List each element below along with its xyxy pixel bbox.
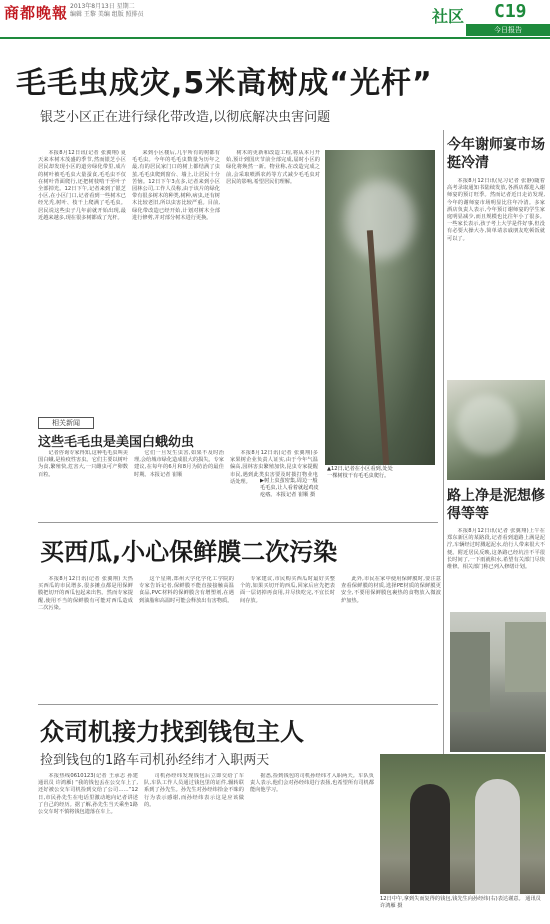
article3-col2: 司机孙经纬发现钱包后立即交给了车队,车队工作人员通过钱包里的证件,辗转联系到了孙先生。孙先生对孙经纬拾金不昧的行为表示感谢,而孙经纬表示这是应该做的。 [144, 773, 244, 808]
article1-col1: 本报8月12日讯(记者 张翼翔) 夏天来本树木茂盛的季节,然而银芝小区居民却发现小区的道旁绿化带里,成片的树叶被毛毛虫大量蚕食,毛毛虫不仅在树叶背面爬行,还把树枝啃干至叶子全部掉光。12日下午,记者来到了银芝小区,在小区门口,记者看到一些树木已经光秃,树叶、枝干上爬满了毛毛虫。居民说这些虫子几年前就开始出现,最近越来越多,现在很多树都成了光杆。 [38, 150, 126, 221]
muddy-road-photo [450, 612, 546, 752]
side-article2-headline: 路上净是泥想修得等等 [447, 488, 545, 522]
article2-col3: 专家建议,市民购买西瓜时最好买整个的,如果买切开的西瓜,回家后应先把表面一层切掉再食用,并尽快吃完,不宜长时间存放。 [240, 576, 335, 604]
article2-col1: 本报8月12日讯(记者 张翼翔) 天热买西瓜的市民增多,很多摊点都是用保鲜膜把切开的西瓜包起来出售。然而专家提醒,使用不当的保鲜膜有可能对西瓜造成二次污染。 [38, 576, 133, 611]
section-label: 今日报告 [466, 24, 550, 36]
article2-col2: 这个星期,郑州大学化学化工学院的专家告诉记者,保鲜膜不能直接接触高温食品,PVC材料的保鲜膜含有增塑剂,在遇到油脂和高温时可能会释放出有害物质。 [139, 576, 234, 604]
photo-caption-2: ▶树上虫茧密集,周边一般毛毛虫,让人看着就起鸡皮疙瘩。本报记者 崔顺 摄 [260, 478, 319, 498]
page-number: C19 [494, 1, 527, 22]
side-photo-tree [447, 380, 545, 480]
related-col3: 本报8月12日讯(记者 张翼翔)多家果树企业负责人证实,由于今年气温偏高,园林害虫繁殖加快,昆虫专家提醒市民,遇到此类虫害要及时拨打物业电话处理。 [230, 450, 318, 485]
caterpillar-tree-photo [325, 150, 435, 465]
article1-col2: 来到小区楼后,几乎所有的树都有毛毛虫。今年的毛毛虫数量为历年之最,有的居民家门口的树上都结满了虫茧,毛毛虫爬到窗台、墙上,让居民十分苦恼。12日下午3点多,记者来到小区园林公司,工作人员称,由于该片的绿化带有很多树木的种类,树种,病虫,还有树木比较老旧,所以虫害比较严重。目前,绿化带改造已经开始,计划对树木全部进行修剪,并对部分树木进行更换。 [132, 150, 220, 221]
side-article1-body: 本报8月12日讯(见习记者 张静)随着高考录取通知书陆续发放,各酒店都进入谢师宴的预订旺季。然而记者近日走访发现,今年的谢师宴市场明显比往年冷清。多家酒店负责人表示,今年预订谢师宴的学生家庭明显减少,而且规模也比往年小了很多。一些家长表示,孩子考上大学是件好事,但没有必要大操大办,简单请亲戚朋友吃顿饭就可以了。 [447, 178, 545, 242]
masthead-info [70, 3, 220, 19]
top-rule [0, 37, 550, 39]
section-rule-1 [38, 522, 438, 523]
related-col1: 记者咨询专家得知,这种毛毛虫叫美国白蛾,是检疫性害虫。它们主要以树叶为食,繁殖快,危害大,一只雌虫可产卵数百粒。 [38, 450, 128, 478]
photo-caption-1: ▲12日,记者在小区看到,处处一棵树枝干有毛毛虫爬行。 [327, 466, 393, 479]
article3-photo-caption: 12日中午,拿到失而复得的钱包,钱先生向孙经纬(右)表达谢意。 通讯员 许鸿雁 摄 [380, 896, 541, 909]
section-name: 社区 [432, 7, 465, 26]
newspaper-logo: 商都晚報 [4, 4, 69, 22]
article3-col1: 本报热线0610123(记者 王承志 孙建 通讯员 许鸿雁) “我的钱包丢在公交车上了,还好被公交车司机捡到交给了公司……”12日,市民孙先生在电话里激动地向记者讲述了自己的经历。据了解,孙先生当天乘坐1路公交车时不慎将钱包遗落在车上。 [38, 773, 138, 816]
article3-subhead: 捡到钱包的1路车司机孙经纬才入职两天 [40, 753, 270, 768]
editor-line: 编辑 王黎 美编 组版 照排员 [70, 11, 144, 18]
article2-col4: 此外,市民在家中使用保鲜膜时,要注意查看保鲜膜的材质,选择PE材质的保鲜膜更安全,不要用保鲜膜包裹热的食物放入微波炉加热。 [341, 576, 441, 604]
article1-headline: 毛毛虫成灾,5米高树成“光杆” [16, 66, 433, 101]
side-article2-body: 本报8月12日讯(记者 张翼翔)上午在郑东新区的某路段,记者看到道路上满是泥泞,车辆经过时溅起泥水,给行人带来很大不便。附近居民反映,这条路已经坑洼不平很长时间了,一下雨就积水,希望有关部门尽快维修。相关部门称已列入修缮计划。 [447, 528, 545, 571]
date-line: 2013年8月13日 星期二 [70, 3, 135, 10]
related-news-headline: 这些毛毛虫是美国白蛾幼虫 [38, 435, 195, 450]
related-col2: 它们一旦发生虫害,如果不及时治理,会给城市绿化造成很大的损失。专家建议,在每年的6月和8月为防治的最佳时期。本报记者 崔顺 [134, 450, 224, 478]
related-news-label: 相关新闻 [38, 417, 94, 429]
side-article1-headline: 今年谢师宴市场挺冷清 [447, 137, 545, 171]
article3-headline: 众司机接力找到钱包主人 [40, 718, 304, 746]
article2-headline: 买西瓜,小心保鲜膜二次污染 [40, 538, 338, 566]
article3-col3: 据悉,捡到钱包的司机孙经纬才入职两天。车队负责人表示,他们会对孙经纬进行表扬,也希望所有司机都能向他学习。 [250, 773, 374, 794]
article1-col3: 树木的更新和改造工程,将从本月开始,预计到国庆节前全部完成,届时小区的绿化将焕然一新。物业称,在改造完成之前,会采取喷洒农药等方式减少毛毛虫对居民的影响,希望居民们理解。 [226, 150, 320, 185]
section-rule-2 [38, 704, 438, 705]
wallet-return-photo [380, 754, 545, 894]
article1-subhead: 银芝小区正在进行绿化带改造,以彻底解决虫害问题 [40, 110, 331, 125]
